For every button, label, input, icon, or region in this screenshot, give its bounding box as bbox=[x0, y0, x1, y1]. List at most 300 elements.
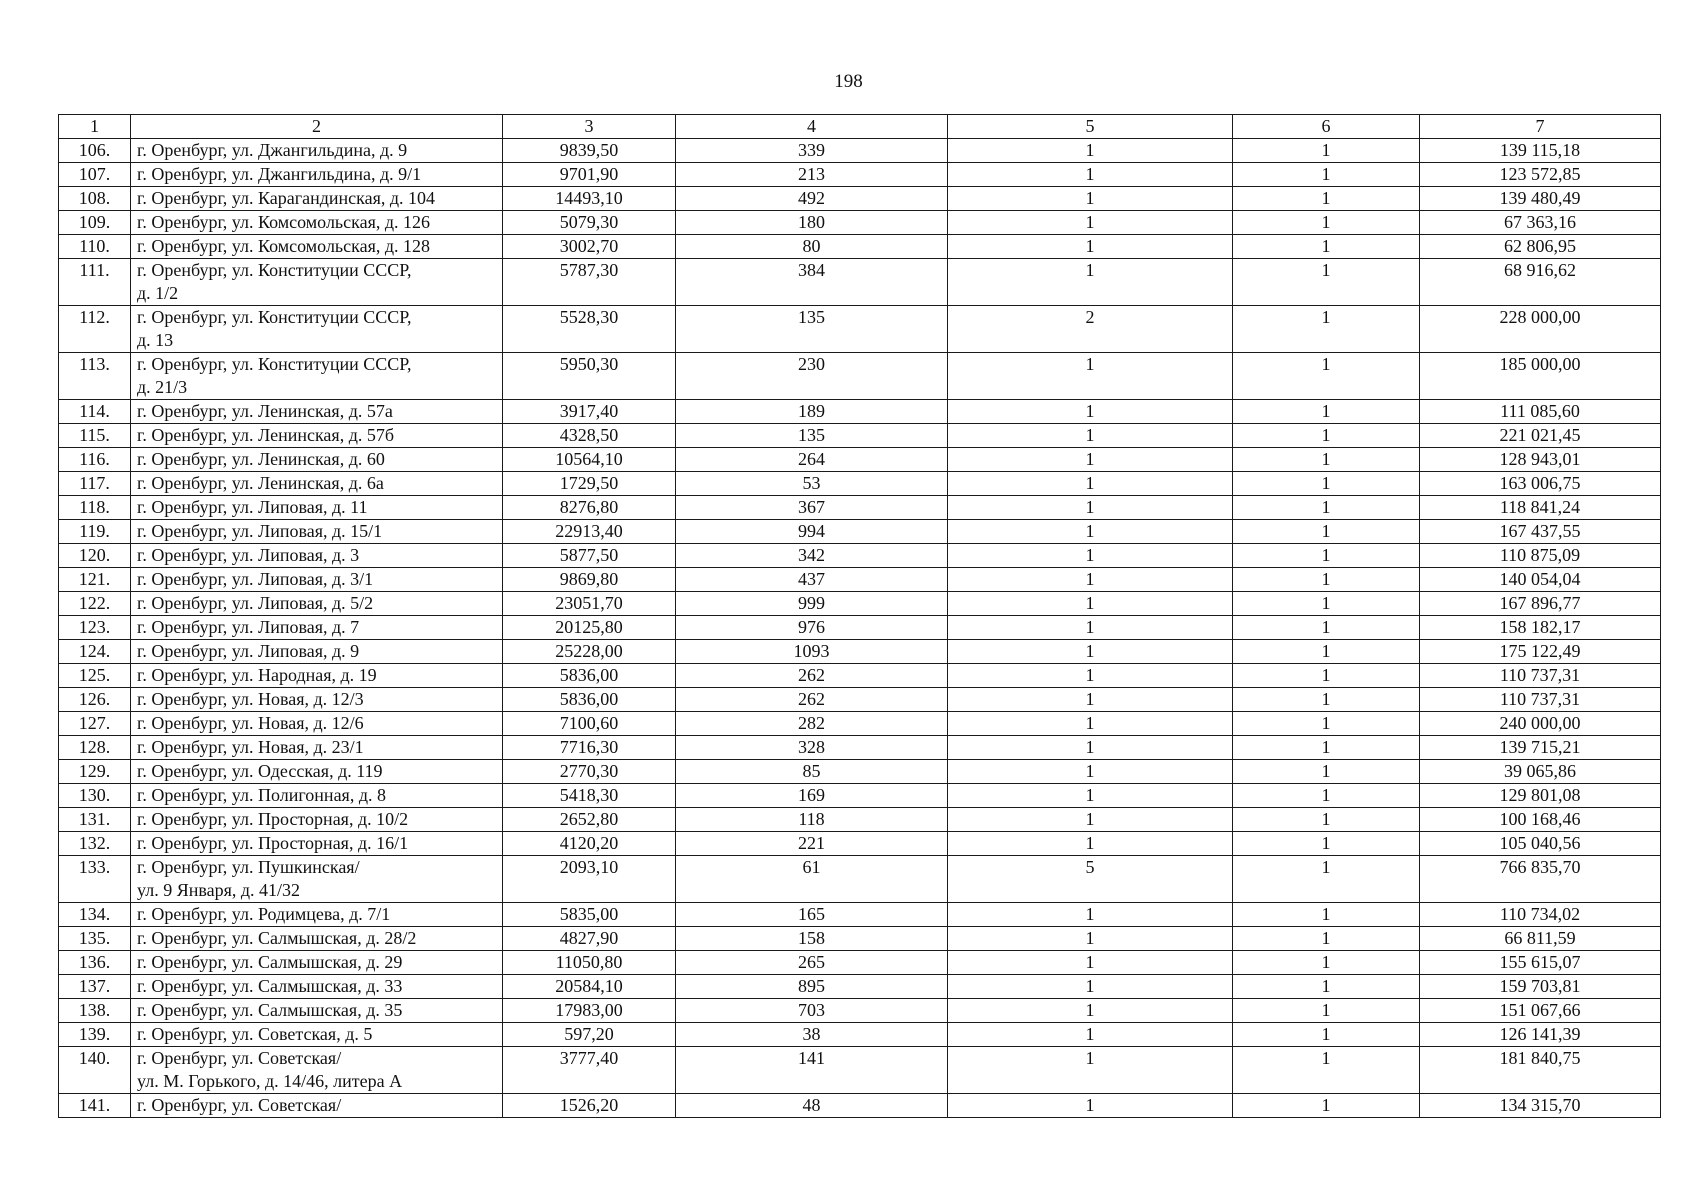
address-line: г. Оренбург, ул. Пушкинская/ bbox=[137, 857, 360, 877]
table-row bbox=[59, 259, 1661, 306]
data-table bbox=[58, 114, 1661, 1118]
column-3-cell: 23051,70 bbox=[503, 592, 676, 616]
address-line: г. Оренбург, ул. Полигонная, д. 8 bbox=[137, 785, 386, 805]
column-7-cell: 221 021,45 bbox=[1420, 424, 1661, 448]
column-5-cell: 5 bbox=[948, 856, 1233, 903]
column-4-cell: 976 bbox=[676, 616, 948, 640]
column-5-cell: 1 bbox=[948, 163, 1233, 187]
row-number-cell: 128. bbox=[59, 736, 131, 760]
table-row bbox=[59, 1094, 1661, 1118]
table-row bbox=[59, 808, 1661, 832]
column-4-cell: 384 bbox=[676, 259, 948, 306]
row-number-cell: 118. bbox=[59, 496, 131, 520]
column-4-cell: 999 bbox=[676, 592, 948, 616]
address-cell bbox=[131, 951, 503, 975]
address-line: г. Оренбург, ул. Липовая, д. 9 bbox=[137, 641, 360, 661]
table-row bbox=[59, 520, 1661, 544]
column-6-cell: 1 bbox=[1233, 306, 1420, 353]
address-cell bbox=[131, 448, 503, 472]
address-line: г. Оренбург, ул. Ленинская, д. 60 bbox=[137, 449, 385, 469]
column-header: 7 bbox=[1420, 115, 1661, 139]
column-4-cell: 1093 bbox=[676, 640, 948, 664]
column-3-cell: 5950,30 bbox=[503, 353, 676, 400]
address-cell bbox=[131, 544, 503, 568]
column-4-cell: 158 bbox=[676, 927, 948, 951]
column-4-cell: 53 bbox=[676, 472, 948, 496]
column-3-cell: 8276,80 bbox=[503, 496, 676, 520]
column-5-cell: 1 bbox=[948, 424, 1233, 448]
column-5-cell: 1 bbox=[948, 927, 1233, 951]
column-6-cell: 1 bbox=[1233, 400, 1420, 424]
address-cell bbox=[131, 211, 503, 235]
table-row bbox=[59, 760, 1661, 784]
column-7-cell: 240 000,00 bbox=[1420, 712, 1661, 736]
column-7-cell: 167 896,77 bbox=[1420, 592, 1661, 616]
row-number-cell: 137. bbox=[59, 975, 131, 999]
column-6-cell: 1 bbox=[1233, 259, 1420, 306]
table-body bbox=[59, 139, 1661, 1118]
row-number-cell: 109. bbox=[59, 211, 131, 235]
column-5-cell: 1 bbox=[948, 1047, 1233, 1094]
column-6-cell: 1 bbox=[1233, 616, 1420, 640]
column-header: 5 bbox=[948, 115, 1233, 139]
table-row bbox=[59, 664, 1661, 688]
address-line: г. Оренбург, ул. Родимцева, д. 7/1 bbox=[137, 904, 391, 924]
column-5-cell: 1 bbox=[948, 568, 1233, 592]
address-line: ул. М. Горького, д. 14/46, литера А bbox=[137, 1071, 403, 1091]
row-number-cell: 117. bbox=[59, 472, 131, 496]
column-3-cell: 5835,00 bbox=[503, 903, 676, 927]
table-row bbox=[59, 592, 1661, 616]
row-number-cell: 125. bbox=[59, 664, 131, 688]
table-row bbox=[59, 353, 1661, 400]
column-7-cell: 66 811,59 bbox=[1420, 927, 1661, 951]
column-6-cell: 1 bbox=[1233, 927, 1420, 951]
column-3-cell: 1526,20 bbox=[503, 1094, 676, 1118]
row-number-cell: 122. bbox=[59, 592, 131, 616]
address-cell bbox=[131, 496, 503, 520]
column-6-cell: 1 bbox=[1233, 187, 1420, 211]
row-number-cell: 110. bbox=[59, 235, 131, 259]
address-cell bbox=[131, 1094, 503, 1118]
column-7-cell: 111 085,60 bbox=[1420, 400, 1661, 424]
column-4-cell: 135 bbox=[676, 306, 948, 353]
address-line: г. Оренбург, ул. Ленинская, д. 57б bbox=[137, 425, 395, 445]
table-row bbox=[59, 999, 1661, 1023]
row-number-cell: 133. bbox=[59, 856, 131, 903]
column-4-cell: 262 bbox=[676, 688, 948, 712]
column-5-cell: 1 bbox=[948, 187, 1233, 211]
row-number-cell: 115. bbox=[59, 424, 131, 448]
column-5-cell: 1 bbox=[948, 760, 1233, 784]
address-line: г. Оренбург, ул. Конституции СССР, bbox=[137, 307, 412, 327]
column-7-cell: 139 715,21 bbox=[1420, 736, 1661, 760]
column-6-cell: 1 bbox=[1233, 520, 1420, 544]
address-line: д. 21/3 bbox=[137, 377, 188, 397]
column-6-cell: 1 bbox=[1233, 424, 1420, 448]
column-5-cell: 1 bbox=[948, 235, 1233, 259]
column-3-cell: 2093,10 bbox=[503, 856, 676, 903]
column-6-cell: 1 bbox=[1233, 951, 1420, 975]
column-5-cell: 1 bbox=[948, 903, 1233, 927]
column-6-cell: 1 bbox=[1233, 760, 1420, 784]
column-4-cell: 437 bbox=[676, 568, 948, 592]
row-number-cell: 141. bbox=[59, 1094, 131, 1118]
address-cell bbox=[131, 1023, 503, 1047]
address-line: г. Оренбург, ул. Липовая, д. 3 bbox=[137, 545, 360, 565]
column-4-cell: 339 bbox=[676, 139, 948, 163]
row-number-cell: 108. bbox=[59, 187, 131, 211]
row-number-cell: 111. bbox=[59, 259, 131, 306]
column-6-cell: 1 bbox=[1233, 1047, 1420, 1094]
column-4-cell: 48 bbox=[676, 1094, 948, 1118]
address-cell bbox=[131, 927, 503, 951]
address-cell bbox=[131, 975, 503, 999]
column-4-cell: 118 bbox=[676, 808, 948, 832]
column-7-cell: 175 122,49 bbox=[1420, 640, 1661, 664]
table-row bbox=[59, 496, 1661, 520]
address-cell bbox=[131, 235, 503, 259]
table-row bbox=[59, 640, 1661, 664]
column-5-cell: 1 bbox=[948, 1023, 1233, 1047]
column-5-cell: 1 bbox=[948, 975, 1233, 999]
address-line: г. Оренбург, ул. Липовая, д. 11 bbox=[137, 497, 368, 517]
column-4-cell: 213 bbox=[676, 163, 948, 187]
address-cell bbox=[131, 1047, 503, 1094]
column-6-cell: 1 bbox=[1233, 448, 1420, 472]
table-row bbox=[59, 712, 1661, 736]
table-row bbox=[59, 163, 1661, 187]
row-number-cell: 119. bbox=[59, 520, 131, 544]
column-4-cell: 895 bbox=[676, 975, 948, 999]
column-6-cell: 1 bbox=[1233, 832, 1420, 856]
column-5-cell: 1 bbox=[948, 784, 1233, 808]
column-7-cell: 39 065,86 bbox=[1420, 760, 1661, 784]
column-7-cell: 62 806,95 bbox=[1420, 235, 1661, 259]
column-6-cell: 1 bbox=[1233, 999, 1420, 1023]
table-header-row bbox=[59, 115, 1661, 139]
table-row bbox=[59, 1023, 1661, 1047]
column-7-cell: 123 572,85 bbox=[1420, 163, 1661, 187]
column-header: 2 bbox=[131, 115, 503, 139]
row-number-cell: 138. bbox=[59, 999, 131, 1023]
column-4-cell: 85 bbox=[676, 760, 948, 784]
table-row bbox=[59, 448, 1661, 472]
column-7-cell: 118 841,24 bbox=[1420, 496, 1661, 520]
address-line: г. Оренбург, ул. Джангильдина, д. 9 bbox=[137, 140, 408, 160]
address-line: г. Оренбург, ул. Карагандинская, д. 104 bbox=[137, 188, 436, 208]
column-5-cell: 1 bbox=[948, 736, 1233, 760]
column-6-cell: 1 bbox=[1233, 472, 1420, 496]
column-3-cell: 5836,00 bbox=[503, 664, 676, 688]
address-line: г. Оренбург, ул. Комсомольская, д. 128 bbox=[137, 236, 431, 256]
column-7-cell: 151 067,66 bbox=[1420, 999, 1661, 1023]
row-number-cell: 129. bbox=[59, 760, 131, 784]
column-3-cell: 4120,20 bbox=[503, 832, 676, 856]
address-line: г. Оренбург, ул. Липовая, д. 15/1 bbox=[137, 521, 383, 541]
address-cell bbox=[131, 139, 503, 163]
column-7-cell: 110 734,02 bbox=[1420, 903, 1661, 927]
address-cell bbox=[131, 306, 503, 353]
column-6-cell: 1 bbox=[1233, 688, 1420, 712]
column-7-cell: 140 054,04 bbox=[1420, 568, 1661, 592]
address-line: г. Оренбург, ул. Советская/ bbox=[137, 1095, 342, 1115]
column-5-cell: 1 bbox=[948, 640, 1233, 664]
column-5-cell: 1 bbox=[948, 664, 1233, 688]
address-cell bbox=[131, 784, 503, 808]
column-4-cell: 703 bbox=[676, 999, 948, 1023]
column-7-cell: 181 840,75 bbox=[1420, 1047, 1661, 1094]
row-number-cell: 116. bbox=[59, 448, 131, 472]
column-6-cell: 1 bbox=[1233, 163, 1420, 187]
table-row bbox=[59, 400, 1661, 424]
address-line: г. Оренбург, ул. Комсомольская, д. 126 bbox=[137, 212, 431, 232]
column-header: 1 bbox=[59, 115, 131, 139]
column-3-cell: 3002,70 bbox=[503, 235, 676, 259]
column-3-cell: 11050,80 bbox=[503, 951, 676, 975]
column-3-cell: 22913,40 bbox=[503, 520, 676, 544]
row-number-cell: 126. bbox=[59, 688, 131, 712]
column-5-cell: 1 bbox=[948, 259, 1233, 306]
row-number-cell: 135. bbox=[59, 927, 131, 951]
table-row bbox=[59, 211, 1661, 235]
column-6-cell: 1 bbox=[1233, 640, 1420, 664]
page-number: 198 bbox=[834, 71, 863, 92]
table-row bbox=[59, 903, 1661, 927]
column-7-cell: 129 801,08 bbox=[1420, 784, 1661, 808]
column-5-cell: 1 bbox=[948, 808, 1233, 832]
column-7-cell: 110 737,31 bbox=[1420, 664, 1661, 688]
column-5-cell: 1 bbox=[948, 688, 1233, 712]
column-4-cell: 994 bbox=[676, 520, 948, 544]
table-row bbox=[59, 139, 1661, 163]
column-4-cell: 165 bbox=[676, 903, 948, 927]
table-row bbox=[59, 616, 1661, 640]
row-number-cell: 107. bbox=[59, 163, 131, 187]
row-number-cell: 121. bbox=[59, 568, 131, 592]
column-3-cell: 7716,30 bbox=[503, 736, 676, 760]
address-cell bbox=[131, 760, 503, 784]
column-5-cell: 1 bbox=[948, 211, 1233, 235]
address-cell bbox=[131, 424, 503, 448]
address-cell bbox=[131, 592, 503, 616]
column-4-cell: 180 bbox=[676, 211, 948, 235]
table-row bbox=[59, 688, 1661, 712]
column-3-cell: 5418,30 bbox=[503, 784, 676, 808]
address-line: г. Оренбург, ул. Салмышская, д. 29 bbox=[137, 952, 403, 972]
column-7-cell: 67 363,16 bbox=[1420, 211, 1661, 235]
address-line: д. 1/2 bbox=[137, 283, 179, 303]
address-cell bbox=[131, 616, 503, 640]
column-3-cell: 4827,90 bbox=[503, 927, 676, 951]
address-cell bbox=[131, 187, 503, 211]
column-3-cell: 597,20 bbox=[503, 1023, 676, 1047]
column-header: 3 bbox=[503, 115, 676, 139]
row-number-cell: 127. bbox=[59, 712, 131, 736]
column-6-cell: 1 bbox=[1233, 496, 1420, 520]
row-number-cell: 123. bbox=[59, 616, 131, 640]
table-row bbox=[59, 1047, 1661, 1094]
column-3-cell: 20584,10 bbox=[503, 975, 676, 999]
table-row bbox=[59, 544, 1661, 568]
row-number-cell: 131. bbox=[59, 808, 131, 832]
address-line: г. Оренбург, ул. Салмышская, д. 33 bbox=[137, 976, 403, 996]
address-cell bbox=[131, 163, 503, 187]
column-6-cell: 1 bbox=[1233, 736, 1420, 760]
column-6-cell: 1 bbox=[1233, 784, 1420, 808]
row-number-cell: 134. bbox=[59, 903, 131, 927]
column-4-cell: 282 bbox=[676, 712, 948, 736]
address-cell bbox=[131, 808, 503, 832]
row-number-cell: 130. bbox=[59, 784, 131, 808]
address-line: г. Оренбург, ул. Липовая, д. 7 bbox=[137, 617, 360, 637]
column-5-cell: 1 bbox=[948, 139, 1233, 163]
address-line: г. Оренбург, ул. Конституции СССР, bbox=[137, 354, 412, 374]
column-4-cell: 61 bbox=[676, 856, 948, 903]
table-row bbox=[59, 975, 1661, 999]
address-cell bbox=[131, 259, 503, 306]
column-5-cell: 1 bbox=[948, 496, 1233, 520]
column-5-cell: 1 bbox=[948, 999, 1233, 1023]
table-row bbox=[59, 951, 1661, 975]
column-5-cell: 1 bbox=[948, 472, 1233, 496]
address-line: г. Оренбург, ул. Джангильдина, д. 9/1 bbox=[137, 164, 422, 184]
column-7-cell: 110 737,31 bbox=[1420, 688, 1661, 712]
column-3-cell: 5079,30 bbox=[503, 211, 676, 235]
column-6-cell: 1 bbox=[1233, 808, 1420, 832]
column-3-cell: 5787,30 bbox=[503, 259, 676, 306]
row-number-cell: 120. bbox=[59, 544, 131, 568]
column-4-cell: 230 bbox=[676, 353, 948, 400]
address-line: д. 13 bbox=[137, 330, 174, 350]
address-cell bbox=[131, 400, 503, 424]
row-number-cell: 112. bbox=[59, 306, 131, 353]
column-6-cell: 1 bbox=[1233, 235, 1420, 259]
address-line: г. Оренбург, ул. Просторная, д. 10/2 bbox=[137, 809, 409, 829]
column-header: 4 bbox=[676, 115, 948, 139]
column-3-cell: 1729,50 bbox=[503, 472, 676, 496]
address-line: г. Оренбург, ул. Просторная, д. 16/1 bbox=[137, 833, 409, 853]
address-line: г. Оренбург, ул. Одесская, д. 119 bbox=[137, 761, 383, 781]
row-number-cell: 140. bbox=[59, 1047, 131, 1094]
address-cell bbox=[131, 664, 503, 688]
table-row bbox=[59, 784, 1661, 808]
column-4-cell: 135 bbox=[676, 424, 948, 448]
address-line: г. Оренбург, ул. Липовая, д. 3/1 bbox=[137, 569, 374, 589]
column-6-cell: 1 bbox=[1233, 211, 1420, 235]
column-6-cell: 1 bbox=[1233, 664, 1420, 688]
column-4-cell: 38 bbox=[676, 1023, 948, 1047]
table-row bbox=[59, 856, 1661, 903]
column-5-cell: 1 bbox=[948, 353, 1233, 400]
column-4-cell: 141 bbox=[676, 1047, 948, 1094]
column-3-cell: 3777,40 bbox=[503, 1047, 676, 1094]
address-cell bbox=[131, 568, 503, 592]
row-number-cell: 113. bbox=[59, 353, 131, 400]
column-7-cell: 158 182,17 bbox=[1420, 616, 1661, 640]
table-row bbox=[59, 472, 1661, 496]
column-5-cell: 1 bbox=[948, 592, 1233, 616]
column-7-cell: 105 040,56 bbox=[1420, 832, 1661, 856]
address-cell bbox=[131, 736, 503, 760]
address-line: ул. 9 Января, д. 41/32 bbox=[137, 880, 301, 900]
column-7-cell: 159 703,81 bbox=[1420, 975, 1661, 999]
column-7-cell: 110 875,09 bbox=[1420, 544, 1661, 568]
column-6-cell: 1 bbox=[1233, 353, 1420, 400]
address-line: г. Оренбург, ул. Конституции СССР, bbox=[137, 260, 412, 280]
table-row bbox=[59, 187, 1661, 211]
column-3-cell: 10564,10 bbox=[503, 448, 676, 472]
address-line: г. Оренбург, ул. Ленинская, д. 6а bbox=[137, 473, 384, 493]
column-5-cell: 1 bbox=[948, 832, 1233, 856]
column-7-cell: 128 943,01 bbox=[1420, 448, 1661, 472]
address-cell bbox=[131, 712, 503, 736]
column-3-cell: 5836,00 bbox=[503, 688, 676, 712]
address-line: г. Оренбург, ул. Новая, д. 12/6 bbox=[137, 713, 364, 733]
row-number-cell: 106. bbox=[59, 139, 131, 163]
address-cell bbox=[131, 903, 503, 927]
column-4-cell: 169 bbox=[676, 784, 948, 808]
column-7-cell: 163 006,75 bbox=[1420, 472, 1661, 496]
column-6-cell: 1 bbox=[1233, 592, 1420, 616]
table-row bbox=[59, 235, 1661, 259]
column-7-cell: 126 141,39 bbox=[1420, 1023, 1661, 1047]
column-3-cell: 3917,40 bbox=[503, 400, 676, 424]
column-3-cell: 9701,90 bbox=[503, 163, 676, 187]
address-line: г. Оренбург, ул. Салмышская, д. 28/2 bbox=[137, 928, 417, 948]
column-6-cell: 1 bbox=[1233, 903, 1420, 927]
table-row bbox=[59, 424, 1661, 448]
address-line: г. Оренбург, ул. Ленинская, д. 57а bbox=[137, 401, 393, 421]
row-number-cell: 132. bbox=[59, 832, 131, 856]
column-3-cell: 2652,80 bbox=[503, 808, 676, 832]
row-number-cell: 139. bbox=[59, 1023, 131, 1047]
column-3-cell: 20125,80 bbox=[503, 616, 676, 640]
column-3-cell: 7100,60 bbox=[503, 712, 676, 736]
address-line: г. Оренбург, ул. Новая, д. 12/3 bbox=[137, 689, 364, 709]
column-3-cell: 25228,00 bbox=[503, 640, 676, 664]
column-3-cell: 17983,00 bbox=[503, 999, 676, 1023]
address-cell bbox=[131, 832, 503, 856]
table-row bbox=[59, 736, 1661, 760]
column-6-cell: 1 bbox=[1233, 139, 1420, 163]
column-4-cell: 262 bbox=[676, 664, 948, 688]
column-3-cell: 5528,30 bbox=[503, 306, 676, 353]
address-line: г. Оренбург, ул. Новая, д. 23/1 bbox=[137, 737, 364, 757]
column-7-cell: 167 437,55 bbox=[1420, 520, 1661, 544]
address-line: г. Оренбург, ул. Советская, д. 5 bbox=[137, 1024, 373, 1044]
column-7-cell: 139 115,18 bbox=[1420, 139, 1661, 163]
address-cell bbox=[131, 472, 503, 496]
column-5-cell: 2 bbox=[948, 306, 1233, 353]
column-3-cell: 5877,50 bbox=[503, 544, 676, 568]
column-7-cell: 228 000,00 bbox=[1420, 306, 1661, 353]
column-3-cell: 4328,50 bbox=[503, 424, 676, 448]
column-4-cell: 492 bbox=[676, 187, 948, 211]
column-7-cell: 100 168,46 bbox=[1420, 808, 1661, 832]
address-cell bbox=[131, 353, 503, 400]
address-cell bbox=[131, 856, 503, 903]
row-number-cell: 136. bbox=[59, 951, 131, 975]
address-cell bbox=[131, 688, 503, 712]
column-5-cell: 1 bbox=[948, 951, 1233, 975]
column-6-cell: 1 bbox=[1233, 1094, 1420, 1118]
column-header: 6 bbox=[1233, 115, 1420, 139]
column-4-cell: 264 bbox=[676, 448, 948, 472]
row-number-cell: 124. bbox=[59, 640, 131, 664]
column-6-cell: 1 bbox=[1233, 712, 1420, 736]
column-4-cell: 328 bbox=[676, 736, 948, 760]
